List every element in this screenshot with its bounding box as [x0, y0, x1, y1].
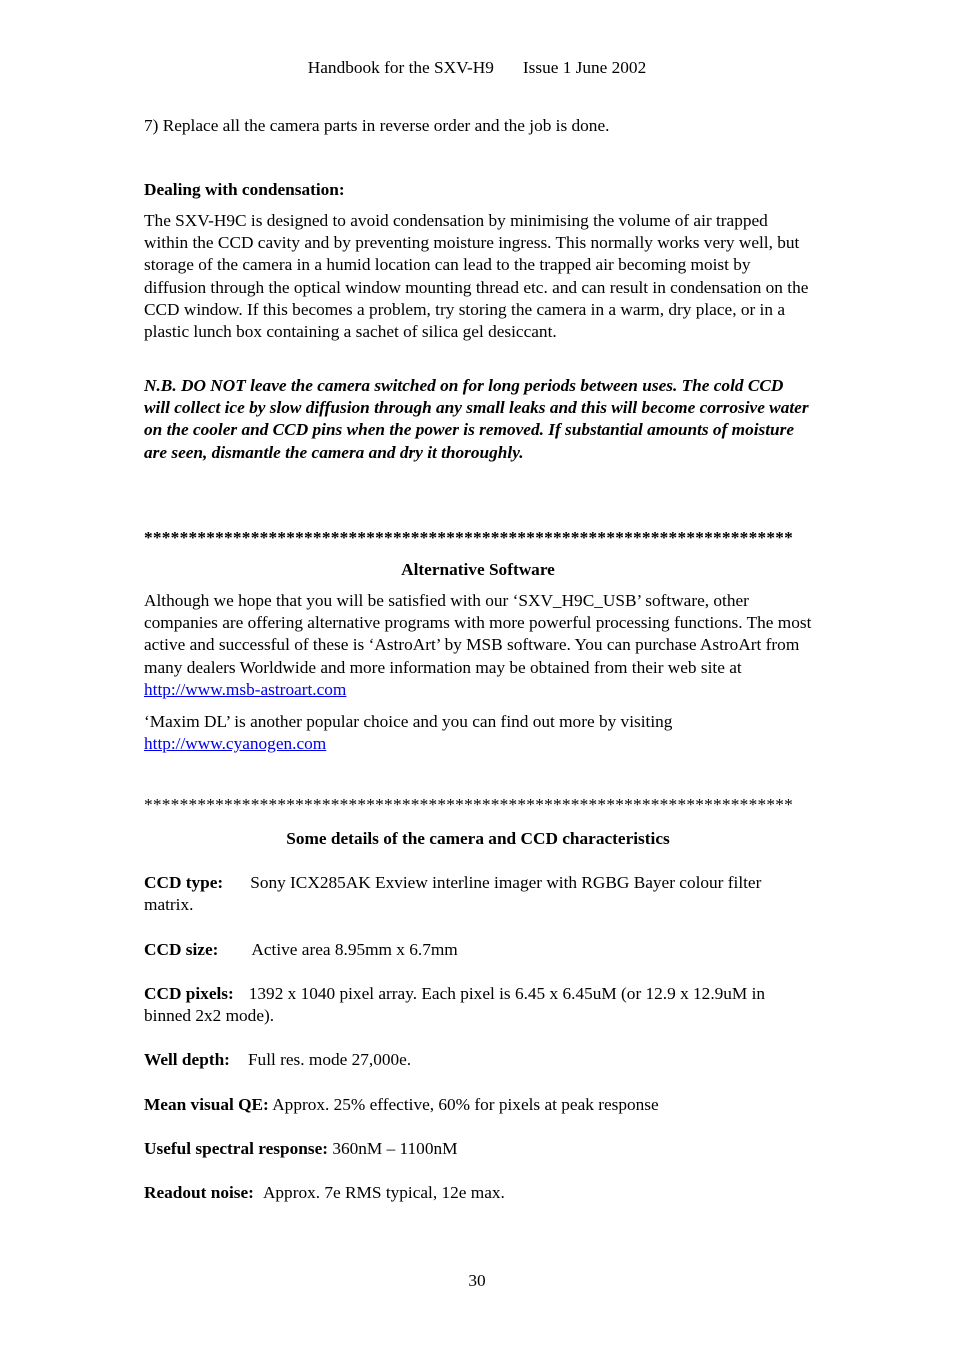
- cyanogen-link[interactable]: http://www.cyanogen.com: [144, 734, 327, 754]
- spec-ccd-type-value: Sony ICX285AK Exview interline imager with RGBG Bayer colour filter matrix.: [144, 873, 762, 915]
- spec-ccd-size-label: CCD size:: [144, 940, 219, 959]
- spec-ccd-type: [144, 872, 812, 916]
- alt-software-text-2: ‘Maxim DL’ is another popular choice and you can find out more by visiting: [144, 712, 673, 731]
- specs-heading: Some details of the camera and CCD characteristics: [286, 829, 670, 848]
- spec-ccd-pixels-value: 1392 x 1040 pixel array. Each pixel is 6.45 x 6.45uM (or 12.9 x 12.9uM in binned 2x2 mode).: [144, 984, 766, 1026]
- spec-ccd-pixels-label: CCD pixels:: [144, 984, 234, 1003]
- header-title: Handbook for the SXV-H9: [307, 58, 494, 77]
- separator-top: *************************************************************************: [144, 528, 794, 547]
- spec-spectral-value: 360nM – 1100nM: [332, 1139, 458, 1158]
- spec-mean-qe-value: Approx. 25% effective, 60% for pixels at peak response: [272, 1095, 659, 1114]
- spec-well-depth: [144, 1049, 812, 1071]
- spec-ccd-pixels: [144, 983, 812, 1027]
- step-7-text: 7) Replace all the camera parts in reverse order and the job is done.: [144, 116, 610, 135]
- condensation-heading: Dealing with condensation:: [144, 180, 345, 199]
- spec-readout-noise: [144, 1182, 812, 1204]
- spec-ccd-size: [144, 939, 812, 961]
- spec-spectral-response: [144, 1138, 812, 1160]
- page-header: [0, 57, 954, 79]
- condensation-warning: N.B. DO NOT leave the camera switched on for long periods between uses. The cold CCD will collect ice by slow diffusion through any small leaks and this will become corrosive water on the cooler and CCD pins when the power is removed. If substantial amounts of moisture are seen, dismantle the camera and dry it thoroughly.: [144, 376, 809, 462]
- alt-software-paragraph-1: [144, 590, 812, 701]
- msb-astroart-link[interactable]: http://www.msb-astroart.com: [144, 679, 347, 699]
- spec-well-depth-value: Full res. mode 27,000e.: [247, 1050, 412, 1069]
- page-number: 30: [468, 1271, 486, 1290]
- alt-software-heading: Alternative Software: [401, 560, 555, 579]
- spec-mean-qe-label: Mean visual QE:: [144, 1095, 269, 1114]
- spec-ccd-size-value: Active area 8.95mm x 6.7mm: [251, 940, 458, 959]
- condensation-body: The SXV-H9C is designed to avoid condensation by minimising the volume of air trapped within the CCD cavity and by preventing moisture ingress. This normally works very well, but storage of the camera in a humid location can lead to the trapped air becoming moist by diffusion through the optical window mounting thread etc. and can result in condensation on the CCD window. If this becomes a problem, try storing the camera in a warm, dry place, or in a plastic lunch box containing a sachet of silica gel desiccant.: [144, 211, 809, 342]
- spec-mean-qe: [144, 1094, 812, 1116]
- spec-ccd-type-label: CCD type:: [144, 873, 224, 892]
- alt-software-text-1: Although we hope that you will be satisfied with our ‘SXV_H9C_USB’ software, other companies are offering alternative programs with more powerful processing functions. The most active and successful of these is ‘AstroArt’ by MSB software. You can purchase AstroArt from many dealers Worldwide and more information may be obtained from their web site at: [144, 591, 812, 677]
- spec-readout-label: Readout noise:: [144, 1183, 254, 1202]
- separator-bottom: *************************************************************************: [144, 795, 794, 814]
- alt-software-paragraph-2: [144, 711, 812, 755]
- spec-readout-value: Approx. 7e RMS typical, 12e max.: [262, 1183, 505, 1202]
- spec-spectral-label: Useful spectral response:: [144, 1139, 328, 1158]
- spec-well-depth-label: Well depth:: [144, 1050, 230, 1069]
- header-issue: Issue 1 June 2002: [522, 58, 647, 77]
